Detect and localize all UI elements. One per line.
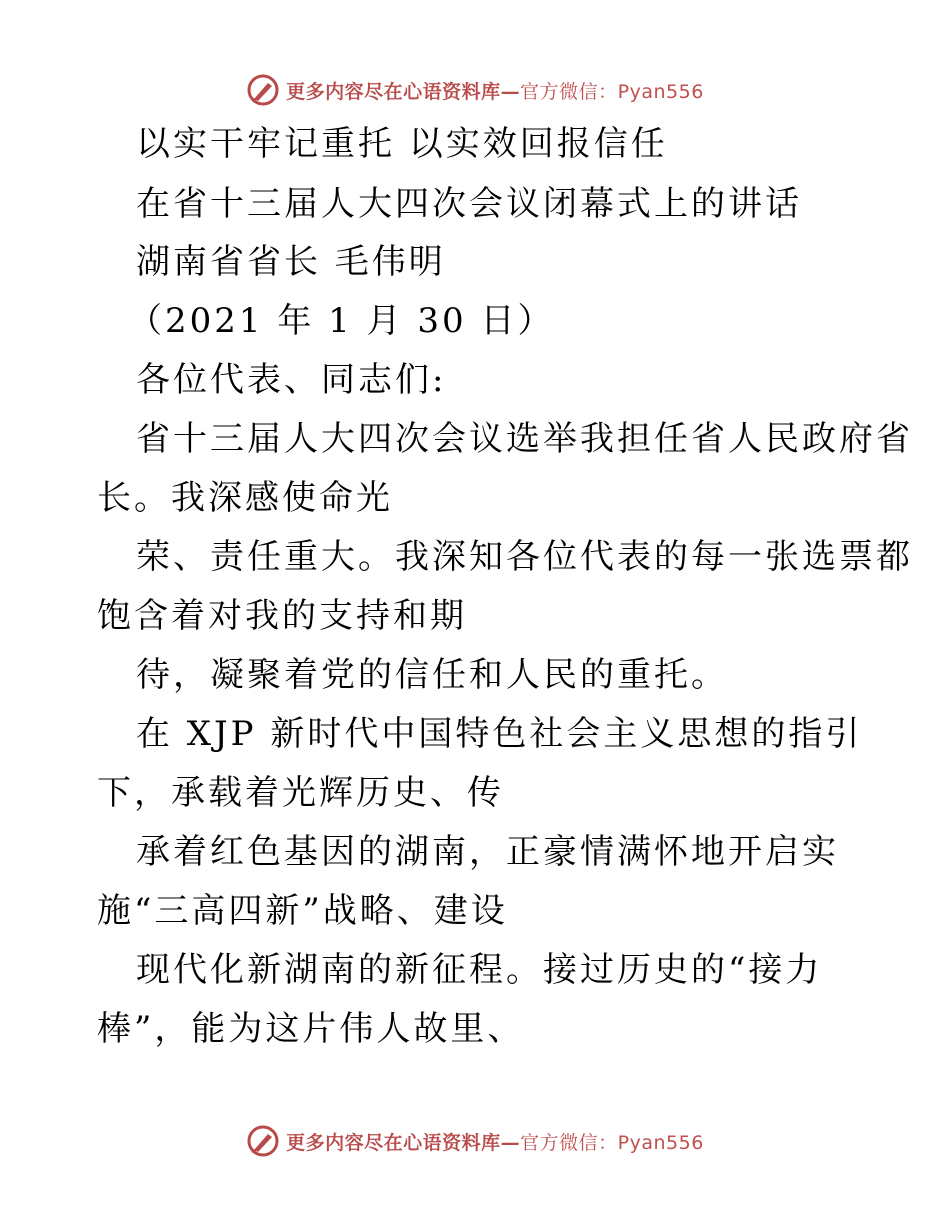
footer-watermark-wechat: 官方微信：Pyan556	[520, 1131, 704, 1154]
paragraph-line: 省十三届人大四次会议选举我担任省人民政府省	[136, 419, 913, 459]
document-salutation: 各位代表、同志们:	[136, 360, 447, 400]
document-subtitle: 在省十三届人大四次会议闭幕式上的讲话	[136, 184, 802, 224]
header-watermark-main: 更多内容尽在心语资料库	[286, 80, 501, 103]
footer-watermark-banner	[0, 1121, 950, 1161]
paragraph-line: 施“三高四新”战略、建设	[97, 891, 508, 931]
pen-circle-logo-icon	[246, 1124, 280, 1158]
paragraph-line: 饱含着对我的支持和期	[97, 596, 467, 636]
header-watermark-text	[286, 77, 704, 104]
paragraph-line: 现代化新湖南的新征程。接过历史的“接力	[136, 950, 823, 990]
header-watermark-wechat: 官方微信：Pyan556	[520, 80, 704, 103]
paragraph-line: 在 XJP 新时代中国特色社会主义思想的指引	[136, 714, 863, 754]
header-watermark-banner	[0, 70, 950, 110]
paragraph-line: 待，凝聚着党的信任和人民的重托。	[136, 655, 728, 695]
paragraph-line: 棒”，能为这片伟人故里、	[97, 1009, 525, 1049]
footer-watermark-dash: —	[500, 1131, 521, 1154]
header-watermark-dash: —	[500, 80, 521, 103]
footer-watermark-text	[286, 1128, 704, 1155]
paragraph-line: 长。我深感使命光	[97, 478, 393, 518]
paragraph-line: 下，承载着光辉历史、传	[97, 773, 504, 813]
paragraph-line: 荣、责任重大。我深知各位代表的每一张选票都	[136, 537, 913, 577]
pen-circle-logo-icon	[246, 73, 280, 107]
document-title: 以实干牢记重托 以实效回报信任	[136, 124, 668, 164]
footer-watermark-main: 更多内容尽在心语资料库	[286, 1131, 501, 1154]
paragraph-line: 承着红色基因的湖南，正豪情满怀地开启实	[136, 832, 839, 872]
document-date: （2021 年 1 月 30 日）	[128, 301, 555, 341]
document-author: 湖南省省长 毛伟明	[136, 242, 446, 282]
